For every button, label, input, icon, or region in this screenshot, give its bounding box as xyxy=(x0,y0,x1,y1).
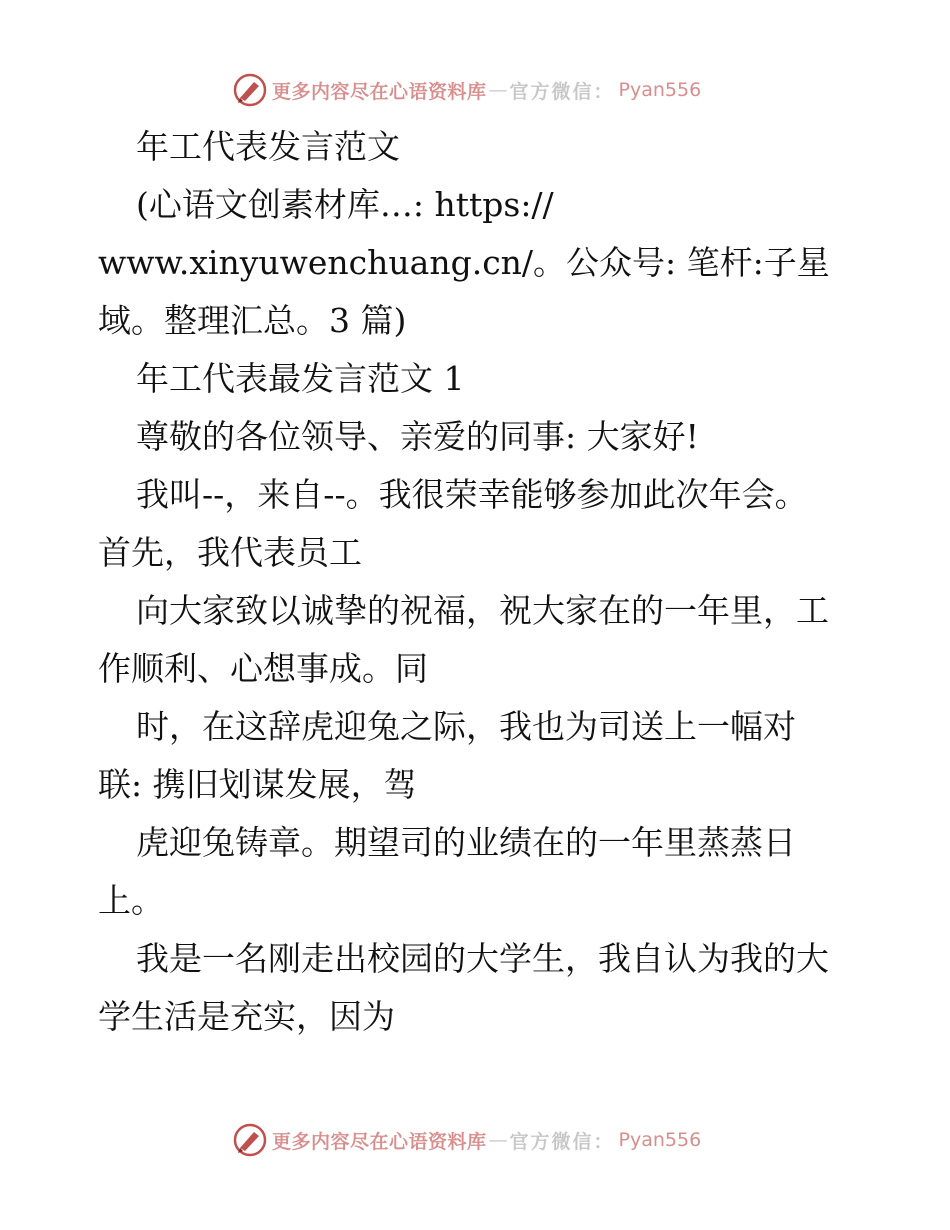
paragraph-line: 向大家致以诚挚的祝福，祝大家在的一年里，工 xyxy=(136,591,829,630)
footer-banner xyxy=(232,1120,701,1160)
banner-wechat-label: 官方微信： xyxy=(509,1130,615,1153)
paragraph-line: 我叫--，来自--。我很荣幸能够参加此次年会。 xyxy=(136,475,808,514)
banner-dash: — xyxy=(488,79,508,101)
banner-slogan: 更多内容尽在心语资料库 xyxy=(272,80,487,103)
header-banner xyxy=(232,70,701,110)
banner-wechat-label: 官方微信： xyxy=(509,80,615,103)
salutation: 尊敬的各位领导、亲爱的同事: 大家好! xyxy=(136,417,699,456)
paragraph-line: 首先，我代表员工 xyxy=(98,533,362,572)
source-note-url: www.xinyuwenchuang.cn/。公众号: 笔杆:子星 xyxy=(98,243,830,282)
paragraph-line: 学生活是充实，因为 xyxy=(98,997,395,1036)
paragraph-line: 时，在这辞虎迎兔之际，我也为司送上一幅对 xyxy=(136,707,796,746)
banner-dash: — xyxy=(488,1129,508,1151)
banner-slogan: 更多内容尽在心语资料库 xyxy=(272,1130,487,1153)
source-note-end: 域。整理汇总。3 篇) xyxy=(98,301,407,340)
banner-wechat-id: Pyan556 xyxy=(618,1129,702,1151)
pen-logo-icon xyxy=(232,72,268,108)
paragraph-line: 虎迎兔铸章。期望司的业绩在的一年里蒸蒸日 xyxy=(136,823,796,862)
paragraph-line: 上。 xyxy=(98,881,164,920)
paragraph-line: 作顺利、心想事成。同 xyxy=(98,649,428,688)
section-heading: 年工代表最发言范文 1 xyxy=(136,359,465,398)
document-body xyxy=(98,118,868,1046)
banner-wechat-id: Pyan556 xyxy=(618,79,702,101)
doc-title: 年工代表发言范文 xyxy=(136,127,400,166)
paragraph-line: 我是一名刚走出校园的大学生，我自认为我的大 xyxy=(136,939,829,978)
pen-logo-icon xyxy=(232,1122,268,1158)
paragraph-line: 联: 携旧划谋发展，驾 xyxy=(98,765,417,804)
source-note: (心语文创素材库…: https:// xyxy=(136,185,554,224)
